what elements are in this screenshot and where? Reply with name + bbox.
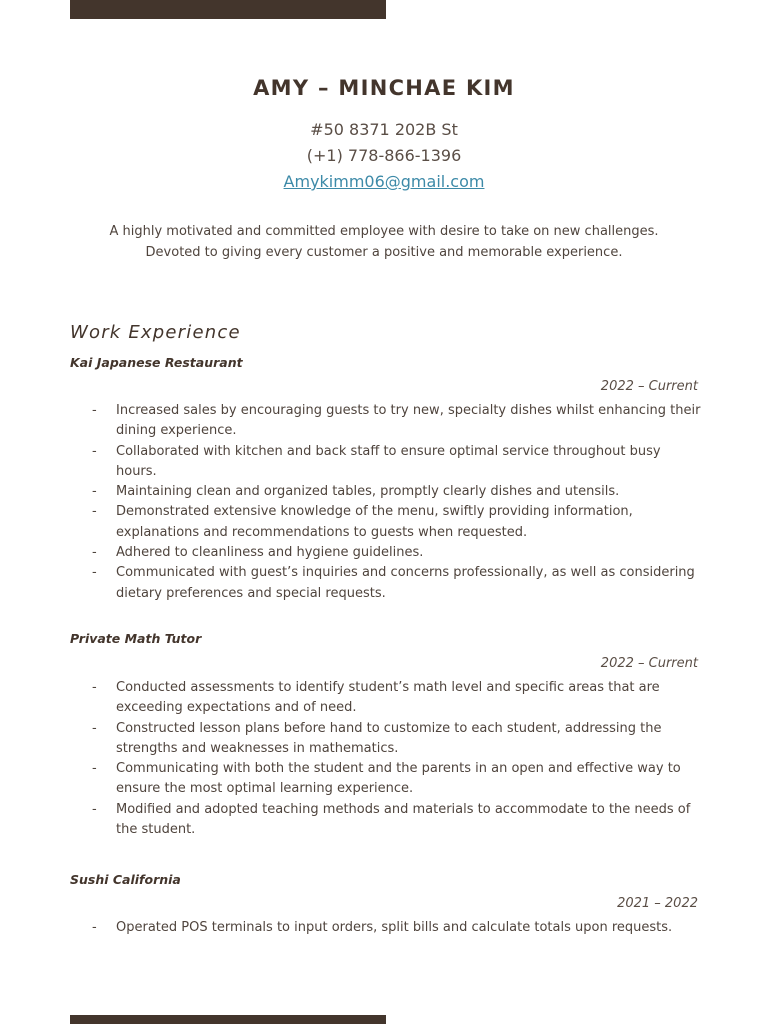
job-title: Kai Japanese Restaurant	[70, 355, 243, 370]
applicant-name: AMY – MINCHAE KIM	[253, 76, 515, 100]
job-date: 2021 – 2022	[617, 896, 698, 911]
list-item: - Conducted assessments to identify student’s math level and specific areas that are exceeding expectations and of need.	[92, 678, 702, 719]
address: #50 8371 202B St	[310, 120, 458, 139]
list-item: - Demonstrated extensive knowledge of the menu, swiftly providing information, explanations and recommendations to guests when requested.	[92, 502, 702, 543]
job-date: 2022 – Current	[600, 656, 698, 671]
list-item: - Operated POS terminals to input orders, split bills and calculate totals upon requests.	[92, 918, 702, 938]
section-title-work-experience: Work Experience	[70, 322, 241, 343]
summary	[0, 221, 768, 263]
email-link[interactable]: Amykimm06@gmail.com	[283, 172, 485, 191]
list-item: - Communicating with both the student and the parents in an open and effective way to ensure the most optimal learning experience.	[92, 759, 702, 800]
list-item: - Maintaining clean and organized tables, promptly clearly dishes and utensils.	[92, 482, 702, 502]
job-title: Private Math Tutor	[70, 631, 202, 646]
list-item: - Adhered to cleanliness and hygiene guidelines.	[92, 543, 702, 563]
job-date: 2022 – Current	[600, 379, 698, 394]
top-accent-bar	[70, 0, 386, 19]
summary-line: A highly motivated and committed employee with desire to take on new challenges.	[109, 224, 659, 239]
phone-number: (+1) 778-866-1396	[306, 146, 462, 165]
job-bullet-list	[92, 918, 702, 938]
list-item: - Increased sales by encouraging guests to try new, specialty dishes whilst enhancing their dining experience.	[92, 401, 702, 442]
list-item: - Modified and adopted teaching methods and materials to accommodate to the needs of the student.	[92, 800, 702, 841]
bottom-accent-bar	[70, 1015, 386, 1024]
job-bullet-list	[92, 678, 702, 840]
summary-line: Devoted to giving every customer a positive and memorable experience.	[145, 245, 623, 260]
list-item: - Communicated with guest’s inquiries and concerns professionally, as well as considering dietary preferences and special requests.	[92, 563, 702, 604]
list-item: - Collaborated with kitchen and back staff to ensure optimal service throughout busy hours.	[92, 442, 702, 483]
list-item: - Constructed lesson plans before hand to customize to each student, addressing the strengths and weaknesses in mathematics.	[92, 719, 702, 760]
job-title: Sushi California	[70, 872, 181, 887]
job-bullet-list	[92, 401, 702, 604]
